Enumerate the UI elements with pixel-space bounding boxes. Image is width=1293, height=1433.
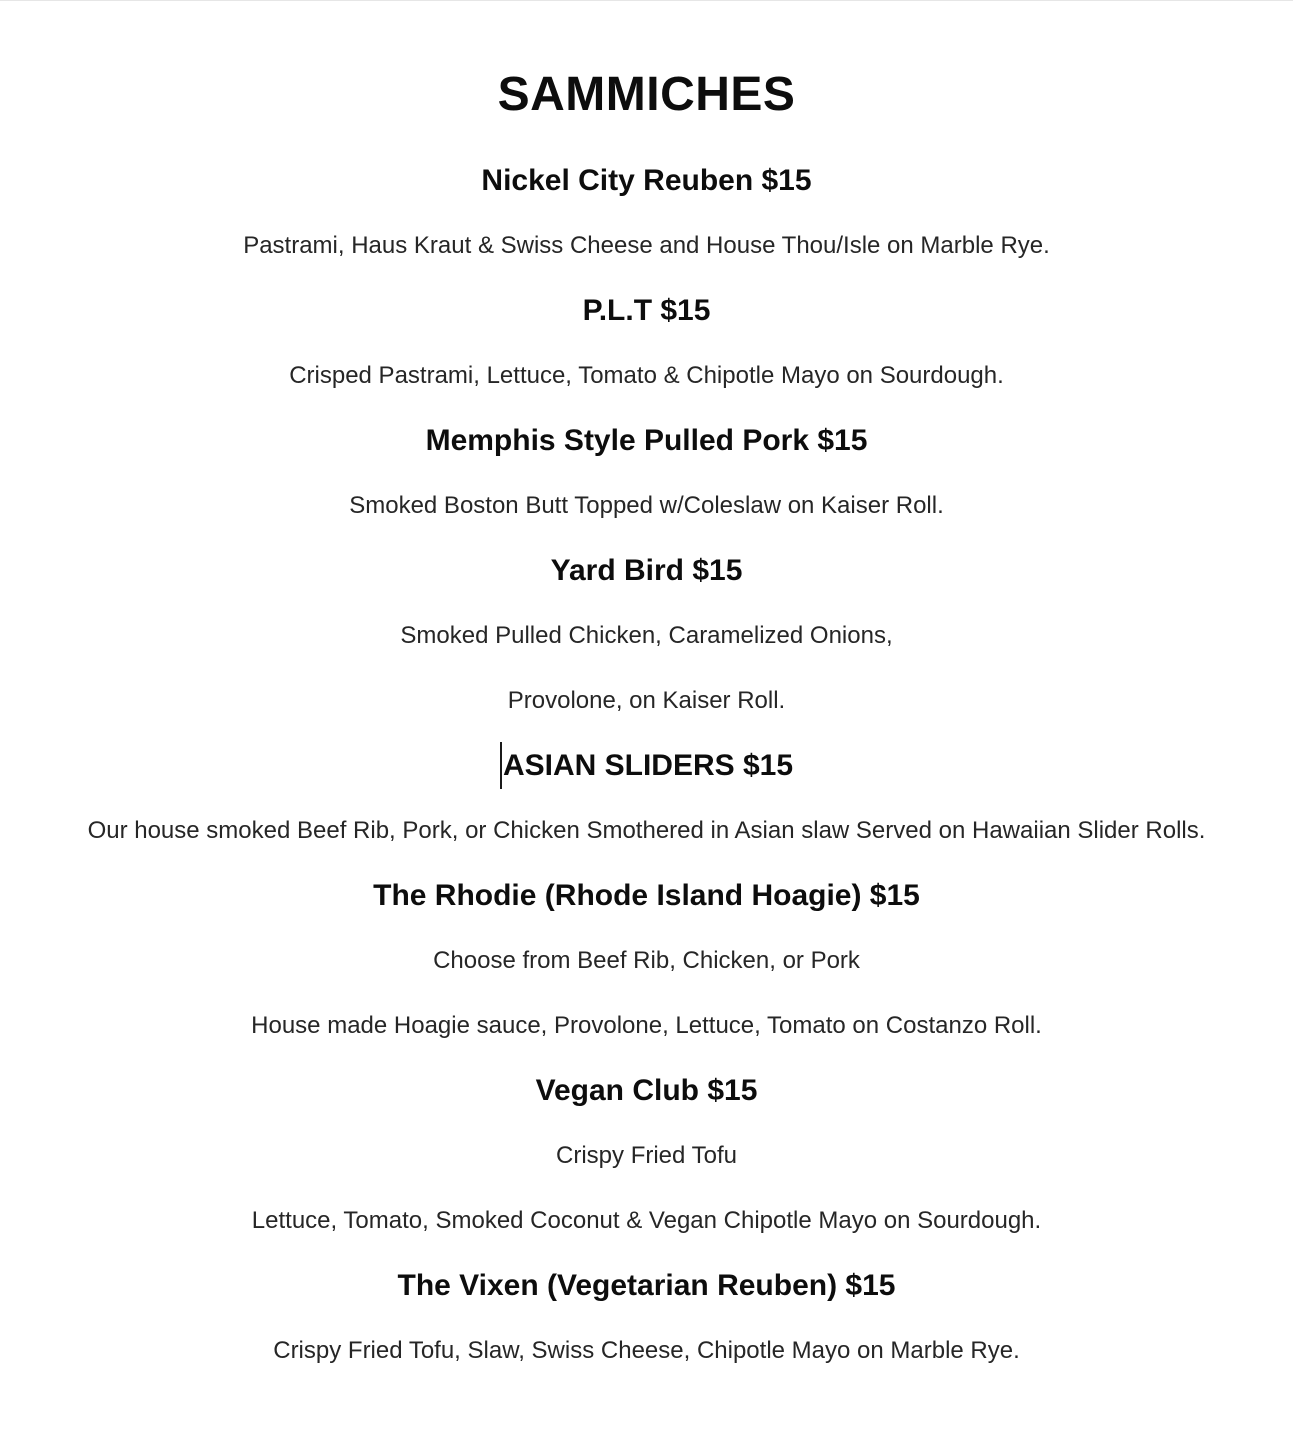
document-page[interactable] (0, 1, 1293, 1383)
menu-item-heading[interactable]: The Rhodie (Rhode Island Hoagie) $15 (373, 879, 920, 912)
menu-item-description[interactable]: Crispy Fried Tofu, Slaw, Swiss Cheese, Chipotle Mayo on Marble Rye. (273, 1337, 1020, 1364)
menu-item-description[interactable]: House made Hoagie sauce, Provolone, Lettuce, Tomato on Costanzo Roll. (251, 1012, 1042, 1039)
menu-item-description[interactable]: Lettuce, Tomato, Smoked Coconut & Vegan Chipotle Mayo on Sourdough. (251, 1207, 1042, 1234)
menu-item-heading[interactable]: The Vixen (Vegetarian Reuben) $15 (397, 1269, 896, 1302)
menu-item-heading-text: ASIAN SLIDERS $15 (502, 749, 794, 782)
menu-item-heading[interactable]: Vegan Club $15 (535, 1074, 758, 1107)
menu-item-description[interactable]: Our house smoked Beef Rib, Pork, or Chicken Smothered in Asian slaw Served on Hawaiian Slider Rolls. (87, 817, 1206, 844)
menu-item-description[interactable]: Smoked Boston Butt Topped w/Coleslaw on Kaiser Roll. (349, 492, 944, 519)
menu-item-description[interactable]: Choose from Beef Rib, Chicken, or Pork (433, 947, 860, 974)
menu-title[interactable]: SAMMICHES (497, 68, 796, 121)
menu-item-heading[interactable]: Yard Bird $15 (550, 554, 743, 587)
menu-item-heading[interactable] (0, 733, 1293, 798)
menu-item-description[interactable]: Pastrami, Haus Kraut & Swiss Cheese and House Thou/Isle on Marble Rye. (243, 232, 1050, 259)
menu-item-description[interactable]: Crispy Fried Tofu (556, 1142, 737, 1169)
menu-item-description[interactable]: Smoked Pulled Chicken, Caramelized Onions, (400, 622, 893, 649)
text-cursor (500, 742, 502, 789)
menu-item-heading[interactable]: Nickel City Reuben $15 (481, 164, 812, 197)
menu-item-heading[interactable]: P.L.T $15 (582, 294, 711, 327)
menu-item-description[interactable]: Crisped Pastrami, Lettuce, Tomato & Chipotle Mayo on Sourdough. (289, 362, 1004, 389)
menu-item-description[interactable]: Provolone, on Kaiser Roll. (507, 687, 786, 714)
menu-item-heading[interactable]: Memphis Style Pulled Pork $15 (425, 424, 868, 457)
